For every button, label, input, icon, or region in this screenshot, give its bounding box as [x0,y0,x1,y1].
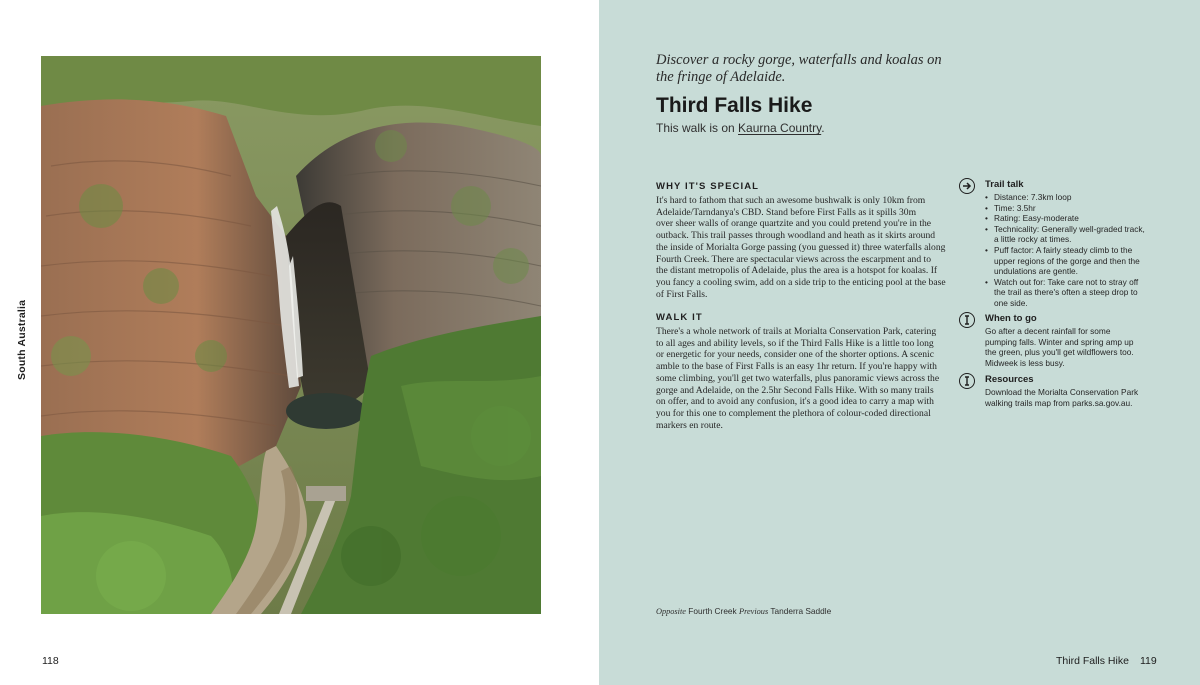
body-line: Adelaide/Tarndanya's CBD. Stand before First Falls as it spills 30m [656,206,917,218]
list-item-text: a little rocky at times. [994,234,1072,245]
caption-label-previous: Previous [739,607,769,616]
body-line: Fourth Creek. There are spectacular views across the escarpment and to [656,253,932,265]
body-line: outback. This trail passes through woodland and heath as it skirts around [656,230,936,242]
info-icon [959,312,975,328]
body-line: you fancy a cooling swim, add on a side trip to the enticing pool at the base [656,276,946,288]
text-line: pumping falls. Winter and spring amp up [985,336,1134,347]
text-line: Midweek is less busy. [985,357,1065,368]
walk-it-body [656,326,944,431]
body-line: gorge and Adelaide, on the 2.5hr Second Falls Hike. With so many trails [656,384,934,396]
resources-heading: Resources [985,374,1034,385]
list-item [985,213,1145,224]
body-line: some climbing, you'll get two waterfalls, plus panoramic views across the [656,372,940,384]
trail-talk-list [985,192,1145,309]
caption-text-previous: Tanderra Saddle [768,606,832,616]
kaurna-country-link[interactable]: Kaurna Country [738,121,822,135]
intro-line-2: the fringe of Adelaide. [656,69,786,85]
list-item-text: • Distance: 7.3km loop [994,192,1072,202]
region-side-label: South Australia [16,299,28,380]
page-number-left: 118 [42,655,59,667]
list-item-text: • Rating: Easy-moderate [994,213,1079,224]
running-head: Third Falls Hike [1056,655,1129,667]
resources-block [959,373,1169,413]
body-line: There's a whole network of trails at Morialta Conservation Park, catering [656,326,937,337]
list-item-text: the trail as there's often a steep drop to [994,287,1138,298]
resources-icon [959,373,975,389]
body-line: markers en route. [656,419,723,431]
list-item-text: • Technicality: Generally well-graded track, [994,223,1145,234]
body-line: on offer, and to avoid any confusion, it's a good idea to carry a map with [656,396,934,408]
page-title: Third Falls Hike [656,94,813,117]
list-item-text: • Puff factor: A fairly steady climb to the [994,244,1133,255]
body-line: or energetic for your needs, consider one of the shorter options. A scenic [656,349,934,361]
why-special-body [656,195,944,300]
right-page [599,0,1200,685]
text-line: the green, plus you'll get wildflowers too. [985,347,1134,358]
list-item-text: undulations are gentle. [994,266,1078,277]
body-line: of First Falls. [656,288,708,300]
body-line: It's hard to fathom that such an awesome bushwalk is only 10km from [656,195,926,206]
body-line: to all ages and ability levels, so if the Third Falls Hike is a little too long [656,337,934,349]
walk-it-heading: WALK IT [656,312,703,323]
text-line: Go after a decent rainfall for some [985,326,1111,336]
left-page [0,0,599,685]
list-item-text: one side. [994,297,1028,308]
intro-tagline [656,52,956,86]
arrow-right-icon [959,178,975,194]
photo-caption [656,606,831,616]
text-line: walking trails map from parks.sa.gov.au. [985,397,1133,408]
caption-text-opposite: Fourth Creek [685,606,739,616]
resources-text [985,387,1138,408]
gorge-waterfall-photo [41,56,541,614]
when-to-go-text [985,326,1134,368]
caption-label-opposite: Opposite [656,607,686,616]
text-line: Download the Morialta Conservation Park [985,387,1139,397]
when-to-go-heading: When to go [985,313,1037,324]
page-number-right: 119 [1140,655,1157,667]
list-item [985,203,1145,214]
body-line: you for this one to complement the plethora of colour-coded directional [656,407,931,419]
list-item [985,245,1145,277]
why-special-heading: WHY IT'S SPECIAL [656,181,760,192]
country-acknowledgement [656,121,825,135]
intro-line-1: Discover a rocky gorge, waterfalls and koalas on [656,52,942,68]
country-prefix: This walk is on [656,121,739,135]
body-line: the inside of Morialta Gorge passing (you guessed it) three waterfalls along [656,241,946,253]
list-item [985,277,1145,309]
list-item-text: • Time: 3.5hr [994,202,1036,213]
body-line: over sheer walls of orange quartzite and you could pretend you're in the [656,218,932,230]
list-item [985,224,1145,245]
list-item [985,192,1145,203]
body-line: the distant metropolis of Adelaide, plus the area is a hotspot for koalas. If [656,265,938,277]
country-suffix: . [821,121,825,135]
body-line: amble to the base of First Falls is an easy 1hr return. If you're happy with [656,361,937,373]
trail-talk-block [959,178,1169,308]
when-to-go-block [959,312,1169,372]
list-item-text: upper regions of the gorge and then the [994,255,1140,266]
list-item-text: • Watch out for: Take care not to stray off [994,276,1139,287]
trail-talk-heading: Trail talk [985,179,1024,190]
